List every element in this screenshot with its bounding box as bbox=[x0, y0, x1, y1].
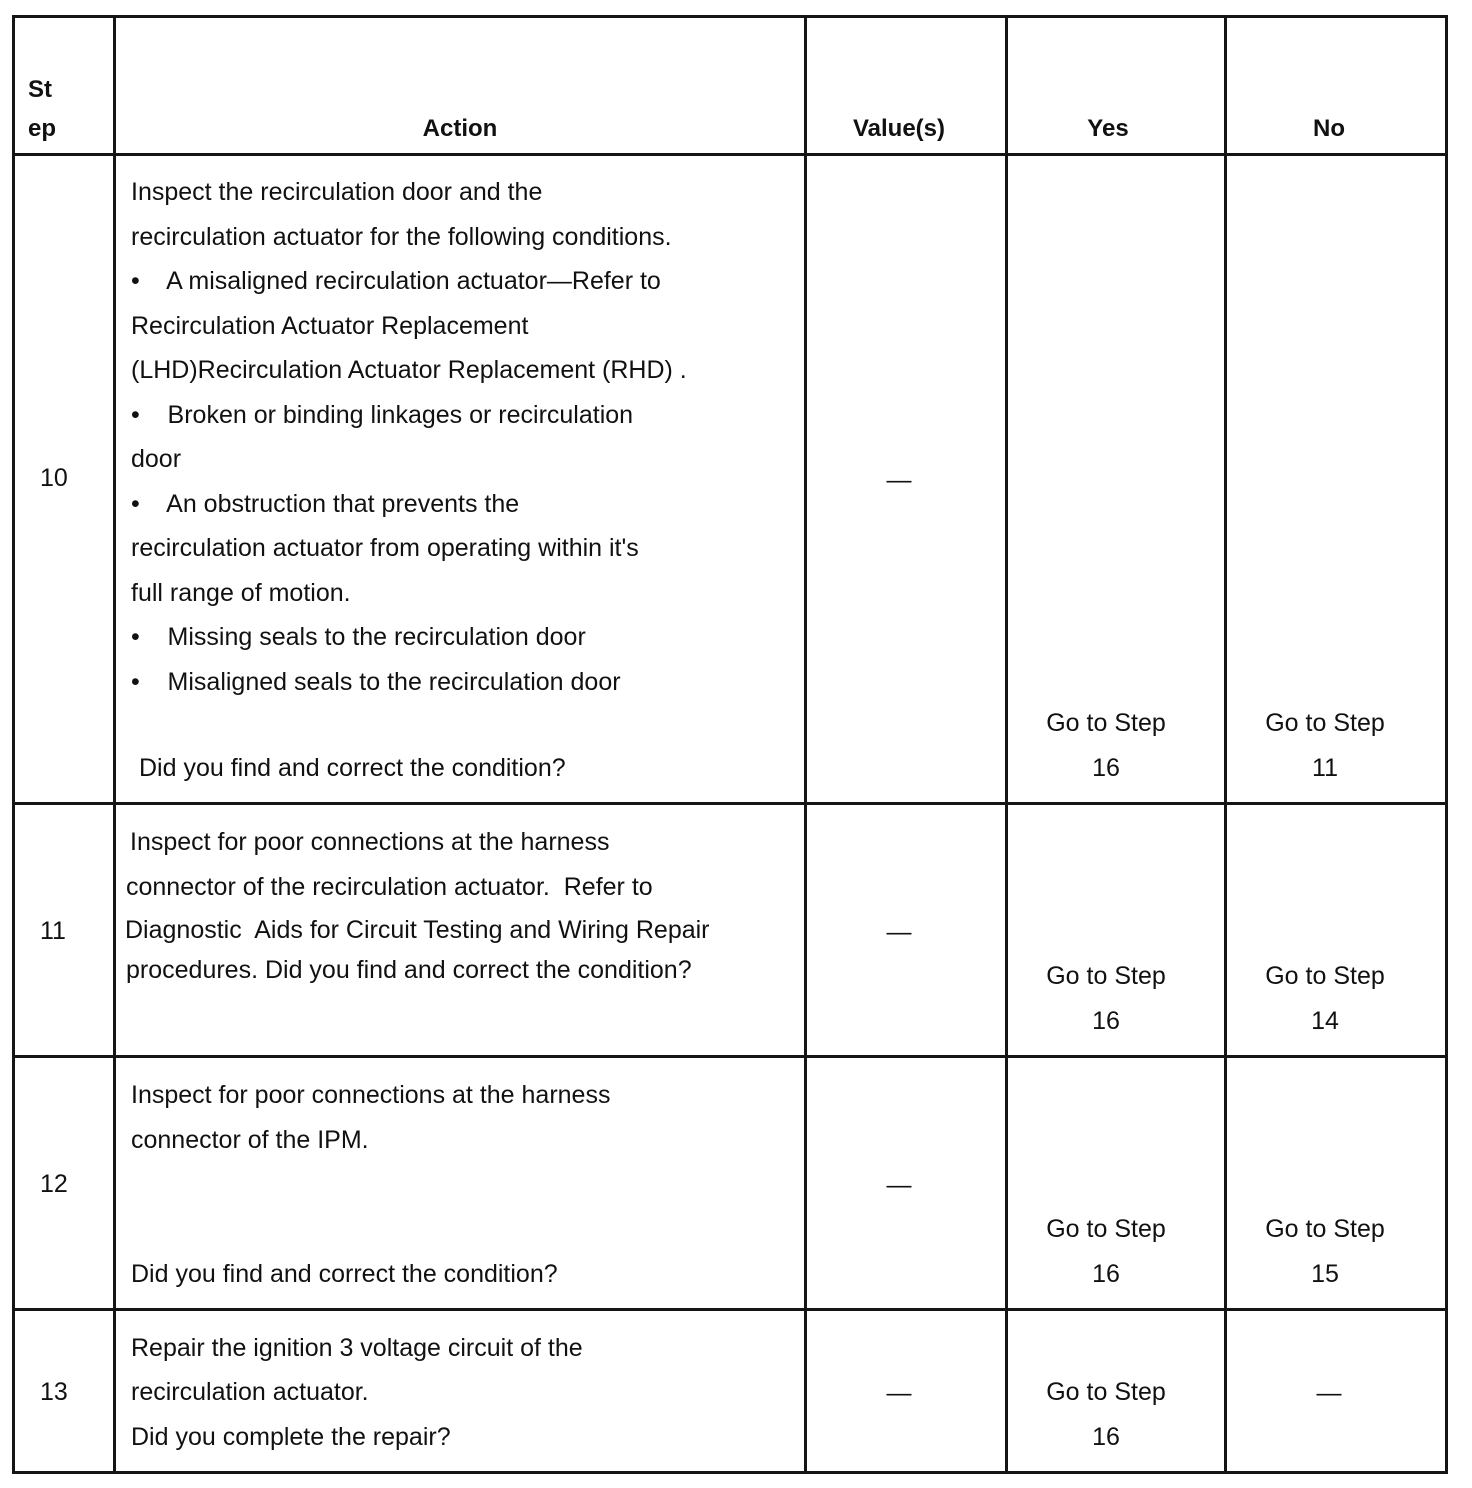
action-line: • A misaligned recirculation actuator—Refer to bbox=[131, 267, 661, 295]
action-line: Recirculation Actuator Replacement bbox=[131, 312, 529, 340]
action-line: Inspect for poor connections at the harness bbox=[130, 828, 610, 856]
yes-goto-label: Go to Step bbox=[1046, 962, 1166, 990]
row-divider bbox=[12, 1308, 1448, 1311]
no-goto-label: Go to Step bbox=[1265, 709, 1385, 737]
action-question: Did you find and correct the condition? bbox=[139, 754, 566, 782]
row-divider bbox=[12, 153, 1448, 156]
action-line: Inspect for poor connections at the harness bbox=[131, 1081, 611, 1109]
action-line: • An obstruction that prevents the bbox=[131, 490, 520, 518]
action-line: • Broken or binding linkages or recirculation bbox=[131, 401, 634, 429]
action-line: connector of the IPM. bbox=[131, 1126, 369, 1154]
header-step-line1: St bbox=[28, 76, 52, 103]
action-line: Repair the ignition 3 voltage circuit of the bbox=[131, 1334, 583, 1362]
column-divider bbox=[804, 15, 807, 1474]
action-line: Diagnostic Aids for Circuit Testing and Wiring Repair bbox=[125, 916, 710, 944]
no-dash: — bbox=[1316, 1379, 1342, 1407]
yes-goto-step: 16 bbox=[1092, 754, 1120, 782]
action-line: connector of the recirculation actuator. Refer to bbox=[126, 873, 653, 901]
action-line: recirculation actuator from operating within it's bbox=[131, 534, 639, 562]
yes-goto-step: 16 bbox=[1092, 1007, 1120, 1035]
action-line: full range of motion. bbox=[131, 579, 351, 607]
header-action: Action bbox=[422, 115, 498, 142]
action-line: Did you complete the repair? bbox=[131, 1423, 451, 1451]
action-line: recirculation actuator. bbox=[131, 1378, 369, 1406]
column-divider bbox=[113, 15, 116, 1474]
action-line: (LHD)Recirculation Actuator Replacement (RHD) . bbox=[131, 356, 687, 384]
no-goto-label: Go to Step bbox=[1265, 1215, 1385, 1243]
column-divider bbox=[12, 15, 15, 1474]
row-divider bbox=[12, 1471, 1448, 1474]
header-step-line2: ep bbox=[28, 115, 57, 142]
no-goto-step: 11 bbox=[1312, 754, 1338, 782]
yes-goto-step: 16 bbox=[1092, 1423, 1120, 1451]
step-number: 10 bbox=[40, 464, 68, 492]
action-line: procedures. Did you find and correct the condition? bbox=[126, 956, 692, 984]
value-dash: — bbox=[886, 918, 912, 946]
yes-goto-label: Go to Step bbox=[1046, 1378, 1166, 1406]
step-number: 11 bbox=[40, 917, 66, 945]
yes-goto-step: 16 bbox=[1092, 1260, 1120, 1288]
column-divider bbox=[1445, 15, 1448, 1474]
action-line: • Misaligned seals to the recirculation door bbox=[131, 668, 621, 696]
action-line: door bbox=[131, 445, 182, 473]
value-dash: — bbox=[886, 466, 912, 494]
yes-goto-label: Go to Step bbox=[1046, 709, 1166, 737]
value-dash: — bbox=[886, 1379, 912, 1407]
step-number: 13 bbox=[40, 1378, 68, 1406]
action-line: • Missing seals to the recirculation door bbox=[131, 623, 586, 651]
no-goto-label: Go to Step bbox=[1265, 962, 1385, 990]
header-values: Value(s) bbox=[852, 115, 946, 142]
action-line: recirculation actuator for the following conditions. bbox=[131, 223, 672, 251]
row-divider bbox=[12, 802, 1448, 805]
header-yes: Yes bbox=[1087, 115, 1129, 142]
value-dash: — bbox=[886, 1171, 912, 1199]
row-divider bbox=[12, 15, 1448, 18]
yes-goto-label: Go to Step bbox=[1046, 1215, 1166, 1243]
no-goto-step: 15 bbox=[1311, 1260, 1339, 1288]
action-question: Did you find and correct the condition? bbox=[131, 1260, 558, 1288]
no-goto-step: 14 bbox=[1311, 1007, 1339, 1035]
header-no: No bbox=[1313, 115, 1345, 142]
row-divider bbox=[12, 1055, 1448, 1058]
step-number: 12 bbox=[40, 1170, 68, 1198]
action-line: Inspect the recirculation door and the bbox=[131, 178, 543, 206]
